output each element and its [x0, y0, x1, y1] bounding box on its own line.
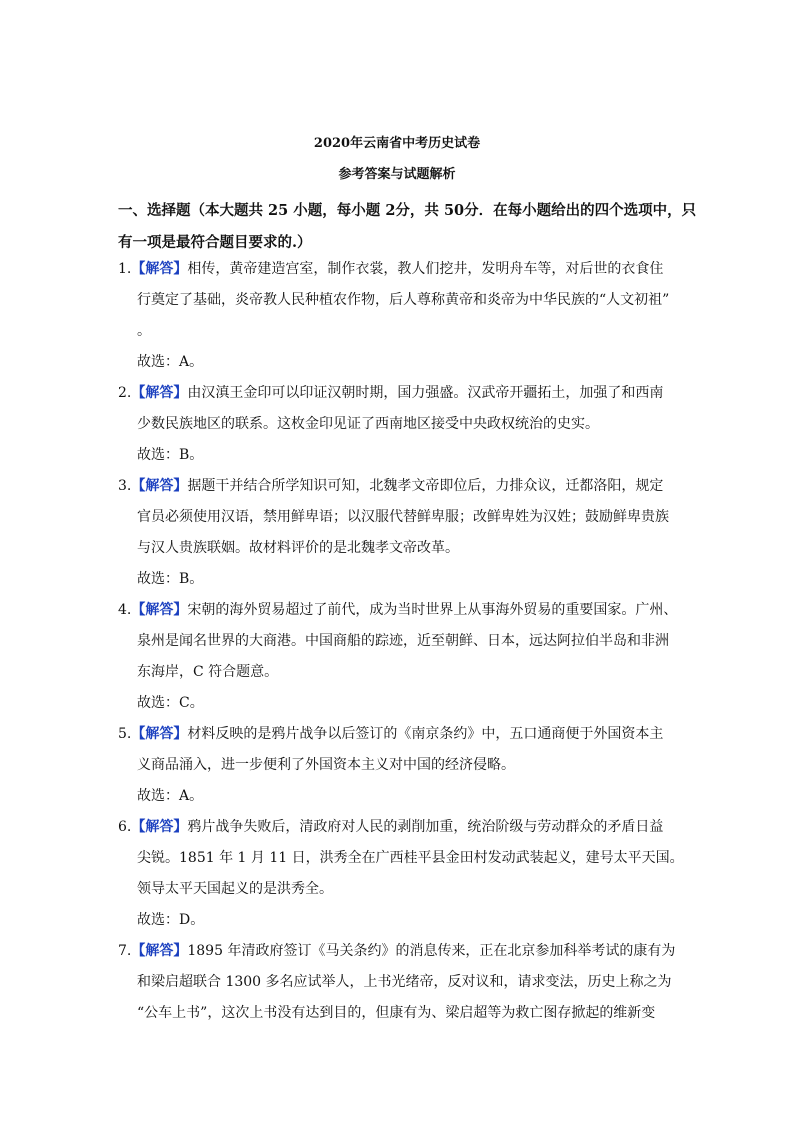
answer-choice: 故选：B。 [137, 571, 204, 587]
question-4 [118, 595, 678, 719]
question-text: 少数民族地区的联系。这枚金印见证了西南地区接受中央政权统治的史实。 [137, 416, 599, 432]
question-text: 行奠定了基础，炎帝教人民种植农作物，后人尊称黄帝和炎帝为中华民族的“人文初祖” [137, 292, 670, 308]
section-heading [118, 195, 697, 259]
question-5 [118, 719, 678, 812]
question-text: 宋朝的海外贸易超过了前代，成为当时世界上从事海外贸易的重要国家。广州、 [187, 602, 678, 618]
question-3 [118, 471, 678, 595]
question-2 [118, 378, 678, 471]
answer-choice: 故选：D。 [137, 912, 205, 928]
question-text: 1895 年清政府签订《马关条约》的消息传来，正在北京参加科举考试的康有为 [187, 943, 676, 959]
answer-tag: 【解答】 [131, 478, 188, 494]
question-number: 1. [118, 261, 132, 277]
answer-choice: 故选：A。 [137, 788, 204, 804]
answer-tag: 【解答】 [131, 261, 188, 277]
answer-tag: 【解答】 [131, 385, 188, 401]
question-text: 鸦片战争失败后，清政府对人民的剥削加重，统治阶级与劳动群众的矛盾日益 [187, 819, 664, 835]
question-text: 尖锐。1851 年 1 月 11 日，洪秀全在广西桂平县金田村发动武装起义，建号太平天国。 [137, 850, 684, 866]
question-text: 与汉人贵族联姻。故材料评价的是北魏孝文帝改革。 [137, 540, 459, 556]
question-text: 东海岸，C 符合题意。 [137, 664, 279, 680]
question-text: 义商品涌入，进一步便利了外国资本主义对中国的经济侵略。 [137, 757, 515, 773]
question-6 [118, 812, 684, 936]
question-text: 官员必须使用汉语，禁用鲜卑语；以汉服代替鲜卑服；改鲜卑姓为汉姓；鼓励鲜卑贵族 [137, 509, 669, 525]
answer-choice: 故选：A。 [137, 354, 204, 370]
question-7 [118, 936, 678, 1029]
answer-tag: 【解答】 [131, 726, 188, 742]
question-number: 4. [118, 602, 132, 618]
answer-tag: 【解答】 [131, 819, 188, 835]
question-number: 5. [118, 726, 132, 742]
question-text: 泉州是闻名世界的大商港。中国商船的踪迹，近至朝鲜、日本，远达阿拉伯半岛和非洲 [137, 633, 669, 649]
question-text: “公车上书”，这次上书没有达到目的，但康有为、梁启超等为救亡图存掀起的维新变 [137, 1005, 656, 1021]
page-subtitle: 参考答案与试题解析 [338, 167, 456, 182]
answer-choice: 故选：C。 [137, 695, 204, 711]
question-text: 相传，黄帝建造宫室，制作衣裳，教人们挖井，发明舟车等，对后世的衣食住 [187, 261, 664, 277]
section-heading-line: 一、选择题（本大题共 25 小题，每小题 2分，共 50分．在每小题给出的四个选项中，只 [118, 202, 697, 219]
section-heading-line: 有一项是最符合题目要求的.） [118, 234, 312, 251]
page-title: 2020年云南省中考历史试卷 [313, 136, 481, 151]
question-text: 材料反映的是鸦片战争以后签订的《南京条约》中，五口通商便于外国资本主 [187, 726, 664, 742]
question-number: 3. [118, 478, 132, 494]
question-text: 据题干并结合所学知识可知，北魏孝文帝即位后，力排众议，迁都洛阳，规定 [187, 478, 664, 494]
answer-choice: 故选：B。 [137, 447, 204, 463]
question-text: 由汉滇王金印可以印证汉朝时期，国力强盛。汉武帝开疆拓土，加强了和西南 [187, 385, 664, 401]
question-number: 2. [118, 385, 132, 401]
question-text: 领导太平天国起义的是洪秀全。 [137, 881, 333, 897]
question-1 [118, 254, 678, 378]
question-number: 6. [118, 819, 132, 835]
answer-tag: 【解答】 [131, 602, 188, 618]
question-number: 7. [118, 943, 132, 959]
answer-tag: 【解答】 [131, 943, 188, 959]
question-text: 和梁启超联合 1300 多名应试举人，上书光绪帝，反对议和，请求变法，历史上称之为 [137, 974, 672, 990]
question-text: 。 [137, 323, 151, 339]
